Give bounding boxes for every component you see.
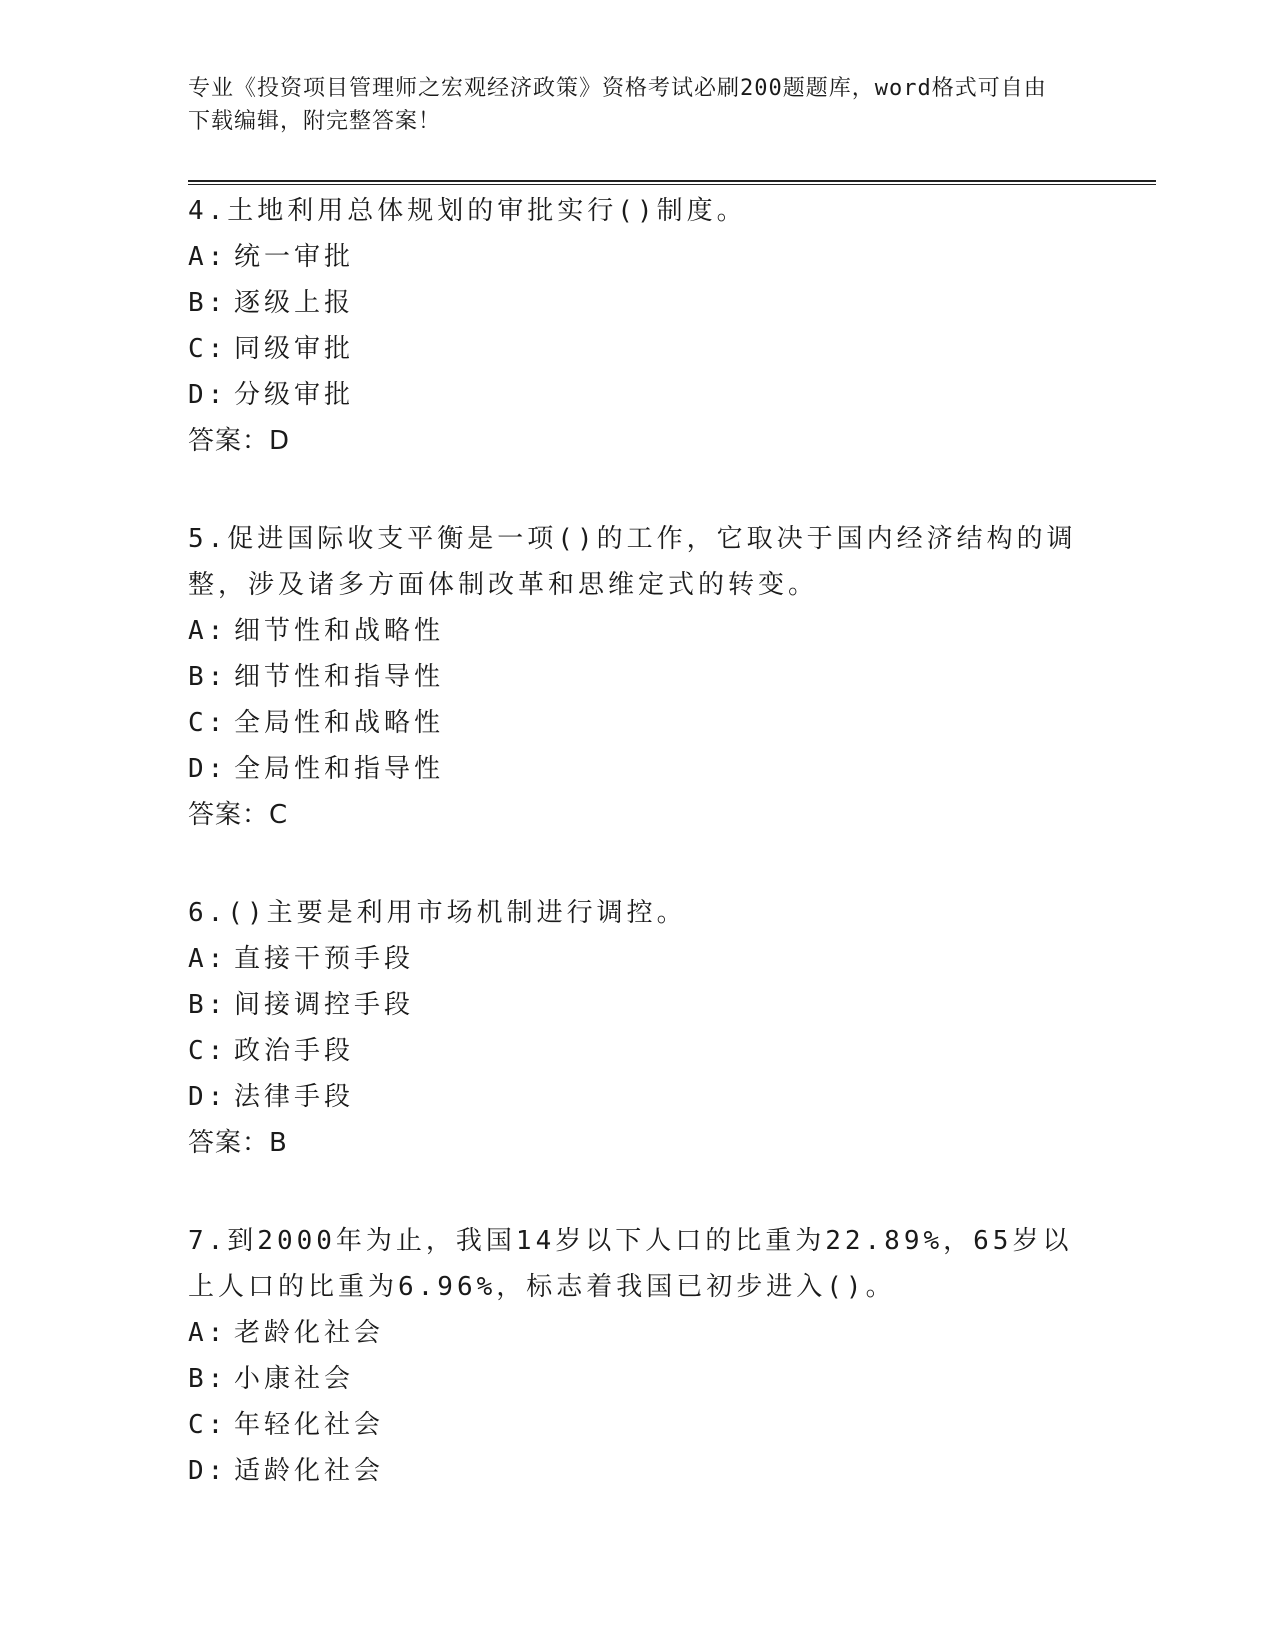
option-letter: C: — [188, 708, 228, 738]
option-letter: B: — [188, 288, 228, 318]
option-letter: A: — [188, 944, 228, 974]
option-a — [188, 234, 1088, 280]
option-a — [188, 936, 1088, 982]
option-text: 小康社会 — [234, 1364, 355, 1394]
option-d — [188, 372, 1088, 418]
option-text: 直接干预手段 — [234, 944, 415, 974]
option-text: 年轻化社会 — [234, 1410, 385, 1440]
option-text: 全局性和战略性 — [234, 708, 445, 738]
option-text: 统一审批 — [234, 242, 355, 272]
option-letter: C: — [188, 1036, 228, 1066]
option-b — [188, 654, 1088, 700]
option-letter: B: — [188, 662, 228, 692]
option-text: 适龄化社会 — [234, 1456, 385, 1486]
option-text: 政治手段 — [234, 1036, 355, 1066]
option-d — [188, 1074, 1088, 1120]
option-c — [188, 326, 1088, 372]
option-letter: B: — [188, 1364, 228, 1394]
option-letter: C: — [188, 1410, 228, 1440]
option-letter: A: — [188, 616, 228, 646]
option-letter: D: — [188, 1082, 228, 1112]
question-4 — [188, 188, 1088, 464]
option-c — [188, 1028, 1088, 1074]
question-stem: 6.()主要是利用市场机制进行调控。 — [188, 898, 687, 928]
option-text: 逐级上报 — [234, 288, 355, 318]
option-letter: B: — [188, 990, 228, 1020]
option-text: 细节性和战略性 — [234, 616, 445, 646]
option-a — [188, 608, 1088, 654]
question-6 — [188, 890, 1088, 1166]
answer-line: 答案：D — [188, 426, 291, 456]
question-stem: 7.到2000年为止，我国14岁以下人口的比重为22.89%，65岁以上人口的比重为6.96%，标志着我国已初步进入()。 — [188, 1226, 1073, 1302]
option-c — [188, 1402, 1088, 1448]
option-b — [188, 280, 1088, 326]
option-text: 间接调控手段 — [234, 990, 415, 1020]
option-letter: A: — [188, 1318, 228, 1348]
option-c — [188, 700, 1088, 746]
option-letter: C: — [188, 334, 228, 364]
option-text: 同级审批 — [234, 334, 355, 364]
option-letter: A: — [188, 242, 228, 272]
question-5 — [188, 516, 1088, 838]
question-stem: 4.土地利用总体规划的审批实行()制度。 — [188, 196, 747, 226]
option-b — [188, 982, 1088, 1028]
option-text: 分级审批 — [234, 380, 355, 410]
question-list — [188, 188, 1088, 1546]
answer-line: 答案：C — [188, 800, 289, 830]
option-d — [188, 746, 1088, 792]
option-text: 细节性和指导性 — [234, 662, 445, 692]
option-text: 法律手段 — [234, 1082, 355, 1112]
option-a — [188, 1310, 1088, 1356]
header-divider — [188, 180, 1156, 185]
question-7 — [188, 1218, 1088, 1494]
answer-line: 答案：B — [188, 1128, 288, 1158]
option-letter: D: — [188, 380, 228, 410]
question-stem: 5.促进国际收支平衡是一项()的工作，它取决于国内经济结构的调整，涉及诸多方面体制改革和思维定式的转变。 — [188, 524, 1077, 600]
option-text: 老龄化社会 — [234, 1318, 385, 1348]
option-d — [188, 1448, 1088, 1494]
option-b — [188, 1356, 1088, 1402]
option-letter: D: — [188, 754, 228, 784]
document-header: 专业《投资项目管理师之宏观经济政策》资格考试必刷200题题库，word格式可自由下载编辑，附完整答案！ — [188, 76, 1047, 134]
option-letter: D: — [188, 1456, 228, 1486]
option-text: 全局性和指导性 — [234, 754, 445, 784]
